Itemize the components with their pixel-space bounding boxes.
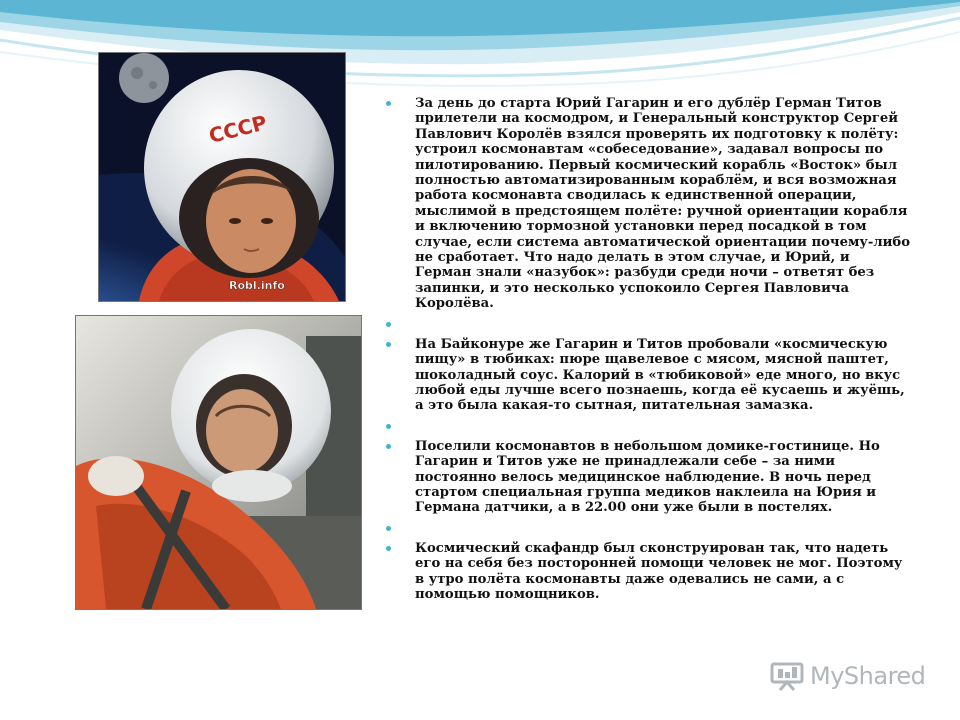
logo-brand-text: MyShared bbox=[810, 662, 926, 690]
body-text-column bbox=[386, 96, 910, 607]
bullet-dot-icon bbox=[386, 322, 391, 327]
paragraph-text: Поселили космонавтов в небольшом домике-гостинице. Но Гагарин и Титов уже не принадлежали себе – за ними постоянно велось медицинское наблюдение. В ночь перед стартом специальная группа медиков наклеила на Юрия и Германа датчики, а в 22.00 они уже были в постелях. bbox=[415, 438, 880, 516]
bullet-dot-icon bbox=[386, 444, 391, 449]
empty-bullet-line bbox=[386, 317, 910, 332]
myshared-logo[interactable] bbox=[770, 660, 930, 692]
cosmonaut-in-seat-photo bbox=[75, 315, 362, 610]
bullet-dot-icon bbox=[386, 101, 391, 106]
paragraph-text: За день до старта Юрий Гагарин и его дублёр Герман Титов прилетели на космодром, и Генеральный конструктор Сергей Павлович Королёв взялся проверять их подготовку к полёту: устроил космонавтам «собеседование», задавал вопросы по пилотированию. Первый космический корабль «Восток» был полностью автоматизированным кораблём, и вся возможная работа космонавта сводилась к единственной операции, мыслимой в предстоящем полёте: ручной ориентации корабля и включению тормозной установки перед посадкой в том случае, если система автоматической ориентации почему-либо не сработает. Что надо делать в этом случае, и Юрий, и Герман знали «назубок»: разбуди среди ночи – ответят без запинки, и это несколько успокоило Сергея Павловича Королёва. bbox=[415, 96, 911, 312]
paragraph-text: На Байконуре же Гагарин и Титов пробовали «космическую пищу» в тюбиках: пюре щавелевое с мясом, мясной паштет, шоколадный соус. Калорий в «тюбиковой» еде много, но вкус любой еды лучше всего познаешь, когда её кусаешь и жуёшь, а это была какая-то сытная, питательная замазка. bbox=[415, 336, 905, 414]
svg-text:СССР: СССР bbox=[206, 110, 270, 148]
bullet-dot-icon bbox=[386, 546, 391, 551]
bullet-dot-icon bbox=[386, 424, 391, 429]
gagarin-portrait-photo bbox=[98, 52, 346, 302]
bullet-dot-icon bbox=[386, 342, 391, 347]
paragraph-text: Космический скафандр был сконструирован так, что надеть его на себя без посторонней помощи человек не мог. Поэтому в утро полёта космонавты даже одевались не сами, а с помощью помощников. bbox=[415, 540, 903, 602]
gagarin-portrait-illustration bbox=[99, 53, 345, 301]
empty-bullet-line bbox=[386, 521, 910, 536]
paragraph-preflight-check bbox=[386, 96, 910, 312]
bullet-dot-icon bbox=[386, 526, 391, 531]
presentation-board-icon bbox=[770, 661, 804, 691]
paragraph-medical-monitoring bbox=[386, 439, 910, 516]
cosmonaut-in-seat-illustration bbox=[76, 316, 361, 609]
paragraph-spacesuit bbox=[386, 541, 910, 603]
paragraph-space-food bbox=[386, 337, 910, 414]
empty-bullet-line bbox=[386, 419, 910, 434]
svg-text:Robl.info: Robl.info bbox=[229, 279, 285, 292]
